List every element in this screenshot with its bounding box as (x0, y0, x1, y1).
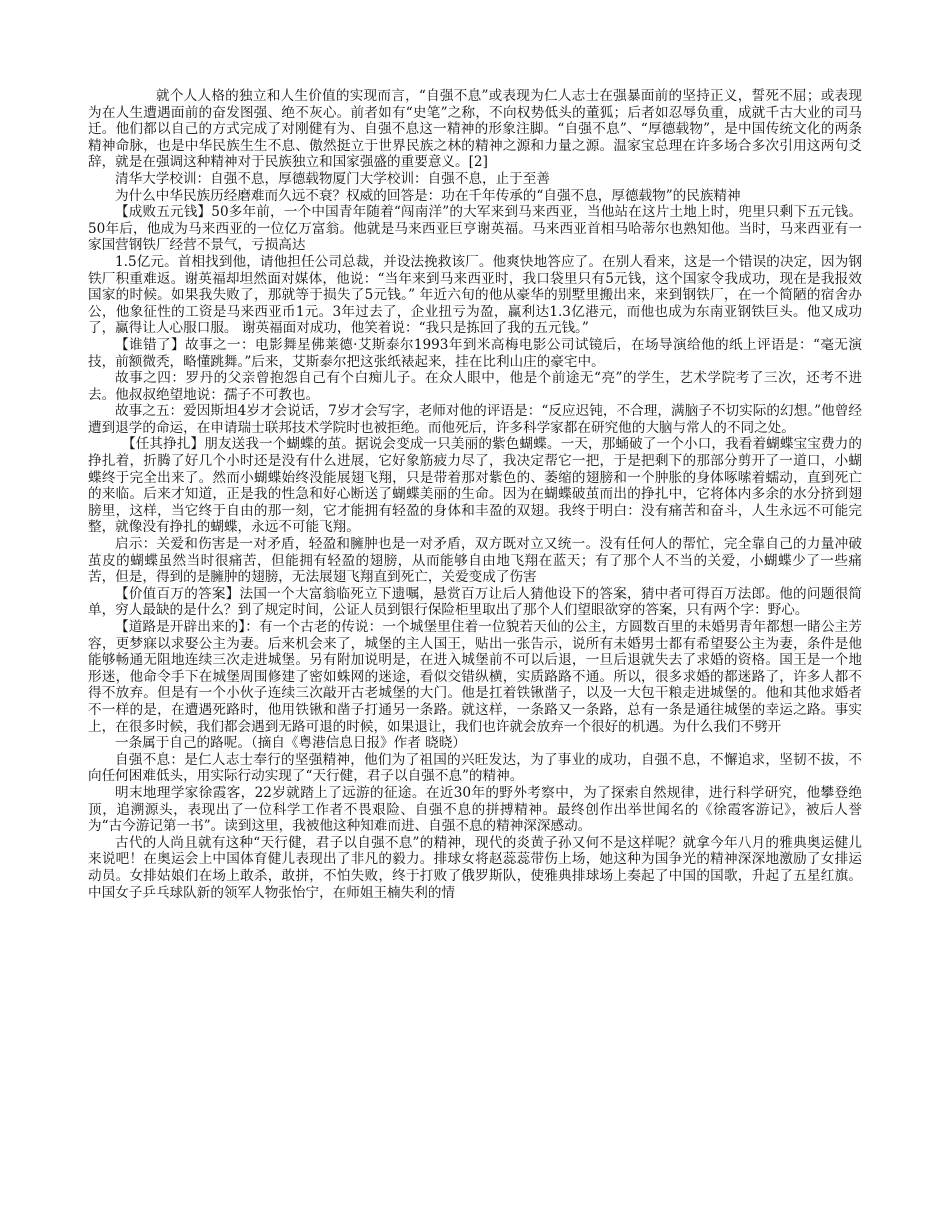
paragraph-story-five-einstein: 故事之五：爱因斯坦4岁才会说话，7岁才会写字，老师对他的评语是：“反应迟钝，不合理，满脑子不切实际的幻想。”他曾经遭到退学的命运，在申请瑞士联邦技术学院时也被拒绝。而他死后，许多科学家都在研究他的大脑与常人的不同之处。 (88, 403, 862, 436)
paragraph-butterfly-lesson: 启示：关爱和伤害是一对矛盾，轻盈和臃肿也是一对矛盾，双方既对立又统一。没有任何人的帮忙，完全靠自己的力量冲破茧皮的蝴蝶虽然当时很痛苦，但能拥有轻盈的翅膀，从而能够自由地飞翔在蓝天；有了那个人不当的关爱，小蝴蝶少了一些痛苦，但是，得到的是臃肿的翅膀，无法展翅飞翔直到死亡，关爱变成了伤害 (88, 536, 862, 586)
paragraph-million-answer: 【价值百万的答案】法国一个大富翁临死立下遗嘱，悬赏百万让后人猜他设下的答案，猜中者可得百万法郎。他的问题很简单，穷人最缺的是什么？到了规定时间，公证人员到银行保险柜里取出了那个人们望眼欲穿的答案，只有两个字：野心。 (88, 585, 862, 619)
paragraph-university-mottos: 清华大学校训：自强不息，厚德载物厦门大学校训：自强不息，止于至善 (115, 170, 550, 187)
paragraph-who-was-wrong: 【谁错了】故事之一：电影舞星佛莱德·艾斯泰尔1993年到米高梅电影公司试镜后，在场导演给他的纸上评语是：“毫无演技，前额微秃，略懂跳舞。”后来，艾斯泰尔把这张纸裱起来，挂在比利山庄的豪宅中。 (88, 336, 862, 370)
paragraph-five-yuan-story-continued: 1.5亿元。首相找到他，请他担任公司总裁，并设法挽救该厂。他爽快地答应了。在别人看来，这是一个错误的决定，因为钢铁厂积重难返。谢英福却坦然面对媒体，他说：“当年来到马来西亚时，我口袋里只有5元钱，这个国家令我成功，现在是我报效国家的时候。如果我失败了，那就等于损失了5元钱。” 年近六旬的他从豪华的别墅里搬出来，来到钢铁厂，在一个简陋的宿舍办公，他象征性的工资是马来西亚币1元。3年过去了，企业扭亏为盈，赢利达1.3亿港元，而他也成为东南亚钢铁巨头。他又成功了，赢得让人心服口服。 谢英福面对成功，他笑着说：“我只是拣回了我的五元钱。” (88, 253, 862, 337)
paragraph-story-four-rodin: 故事之四：罗丹的父亲曾抱怨自己有个白痴儿子。在众人眼中，他是个前途无“亮”的学生，艺术学院考了三次，还考不进去。他叔叔绝望地说：孺子不可教也。 (88, 370, 862, 403)
paragraph-xu-xiake: 明末地理学家徐霞客，22岁就踏上了远游的征途。在近30年的野外考察中，为了探索自然规律，进行科学研究，他攀登绝顶，追溯源头，表现出了一位科学工作者不畏艰险、自强不息的拼搏精神。最终创作出举世闻名的《徐霞客游记》，被后人誉为“古今游记第一书”。读到这里，我被他这种知难而进、自强不息的精神深深感动。 (88, 784, 862, 835)
paragraph-five-yuan-story: 【成败五元钱】50多年前，一个中国青年随着“闯南洋”的大军来到马来西亚，当他站在这片土地上时，兜里只剩下五元钱。50年后，他成为马来西亚的一位亿万富翁。他就是马来西亚巨亨谢英福。马来西亚首相马哈蒂尔也熟知他。当时，马来西亚有一家国营钢铁厂经营不景气，亏损高达 (88, 204, 862, 254)
paragraph-source-citation: 一条属于自己的路呢。（摘自《粤港信息日报》作者 晓晓） (115, 735, 466, 752)
paragraph-butterfly-struggle: 【任其挣扎】朋友送我一个蝴蝶的茧。据说会变成一只美丽的紫色蝴蝶。一天，那蛹破了一个小口，我看着蝴蝶宝宝费力的挣扎着，折腾了好几个小时还是没有什么进展，它好象筋疲力尽了，我决定帮它一把，于是把剩下的那部分剪开了一道口，小蝴蝶终于完全出来了。然而小蝴蝶始终没能展翅飞翔，只是带着那对紫色的、萎缩的翅膀和一个肿胀的身体啄嗦着蠕动，直到死亡的来临。后来才知道，正是我的性急和好心断送了蝴蝶美丽的生命。因为在蝴蝶破茧而出的挣扎中，它将体内多余的水分挤到翅膀里，这样，当它终于自由的那一刻，它才能拥有轻盈的身体和丰盈的双翅。我终于明白：没有痛苦和奋斗，人生永远不可能完整，就像没有挣扎的蝴蝶，永远不可能飞翔。 (88, 436, 862, 536)
paragraph-road-is-opened: 【道路是开辟出来的】：有一个古老的传说：一个城堡里住着一位貌若天仙的公主，方圆数百里的未婚男青年都想一睹公主芳容，更梦寐以求娶公主为妻。后来机会来了，城堡的主人国王，贴出一张告示，说所有未婚男士都有希望娶公主为妻，条件是他能够畅通无阻地连续三次走进城堡。另有附加说明是，在进入城堡前不可以后退，一旦后退就失去了求婚的资格。国王是一个地形迷，他命令手下在城堡周围修建了密如蛛网的迷途，看似交错纵横，实质路路不通。所以，很多求婚的都迷路了，许多人都不得不放弃。但是有一个小伙子连续三次敲开古老城堡的大门。他是扛着铁锹凿子，以及一大包干粮走进城堡的。他和其他求婚者不一样的是，在遭遇死路时，他用铁锹和凿子打通另一条路。就这样，一条路又一条路，总有一条是通往城堡的幸运之路。事实上，在很多时候，我们都会遇到无路可退的时候，如果退让，我们也许就会放弃一个很好的机遇。为什么我们不劈开 (88, 619, 862, 735)
paragraph-athens-olympics: 古代的人尚且就有这种“天行健，君子以自强不息”的精神，现代的炎黄子孙又何不是这样呢？就拿今年八月的雅典奥运健儿来说吧！在奥运会上中国体育健儿表现出了非凡的毅力。排球女将赵蕊蕊带伤上场，她这种为国争光的精神深深地激励了女排运动员。女排姑娘们在场上敢杀，敢拼，不怕失败，终于打败了俄罗斯队，使雅典排球场上奏起了中国的国歌，升起了五星红旗。中国女子乒乓球队新的领军人物张怡宁，在师姐王楠失利的情 (88, 834, 862, 901)
paragraph-self-strengthening-intro: 就个人人格的独立和人生价值的实现而言，“自强不息”或表现为仁人志士在强暴面前的坚持正义，誓死不屈；或表现为在人生遭遇面前的奋发图强、绝不灰心。前者如有“史笔”之称，不向权势低头的董狐；后者如忍辱负重，成就千古大业的司马迁。他们都以自己的方式完成了对刚健有为、自强不息这一精神的形象注脚。“自强不息”、“厚德载物”，是中国传统文化的两条精神命脉，也是中华民族生生不息、傲然挺立于世界民族之林的精神之源和力量之源。温家宝总理在许多场合多次引用这两句爻辞，就是在强调这种精神对于民族独立和国家强盛的重要意义。[2] (88, 88, 862, 171)
paragraph-self-strengthening-definition: 自强不息：是仁人志士奉行的坚强精神，他们为了祖国的兴旺发达，为了事业的成功，自强不息，不懈追求，坚韧不拔，不向任何困难低头，用实际行动实现了“天行健，君子以自强不息”的精神。 (88, 751, 862, 785)
paragraph-national-spirit-question: 为什么中华民族历经磨难而久远不衰？权威的回答是：功在千年传承的“自强不息，厚德载物”的民族精神 (115, 187, 741, 204)
